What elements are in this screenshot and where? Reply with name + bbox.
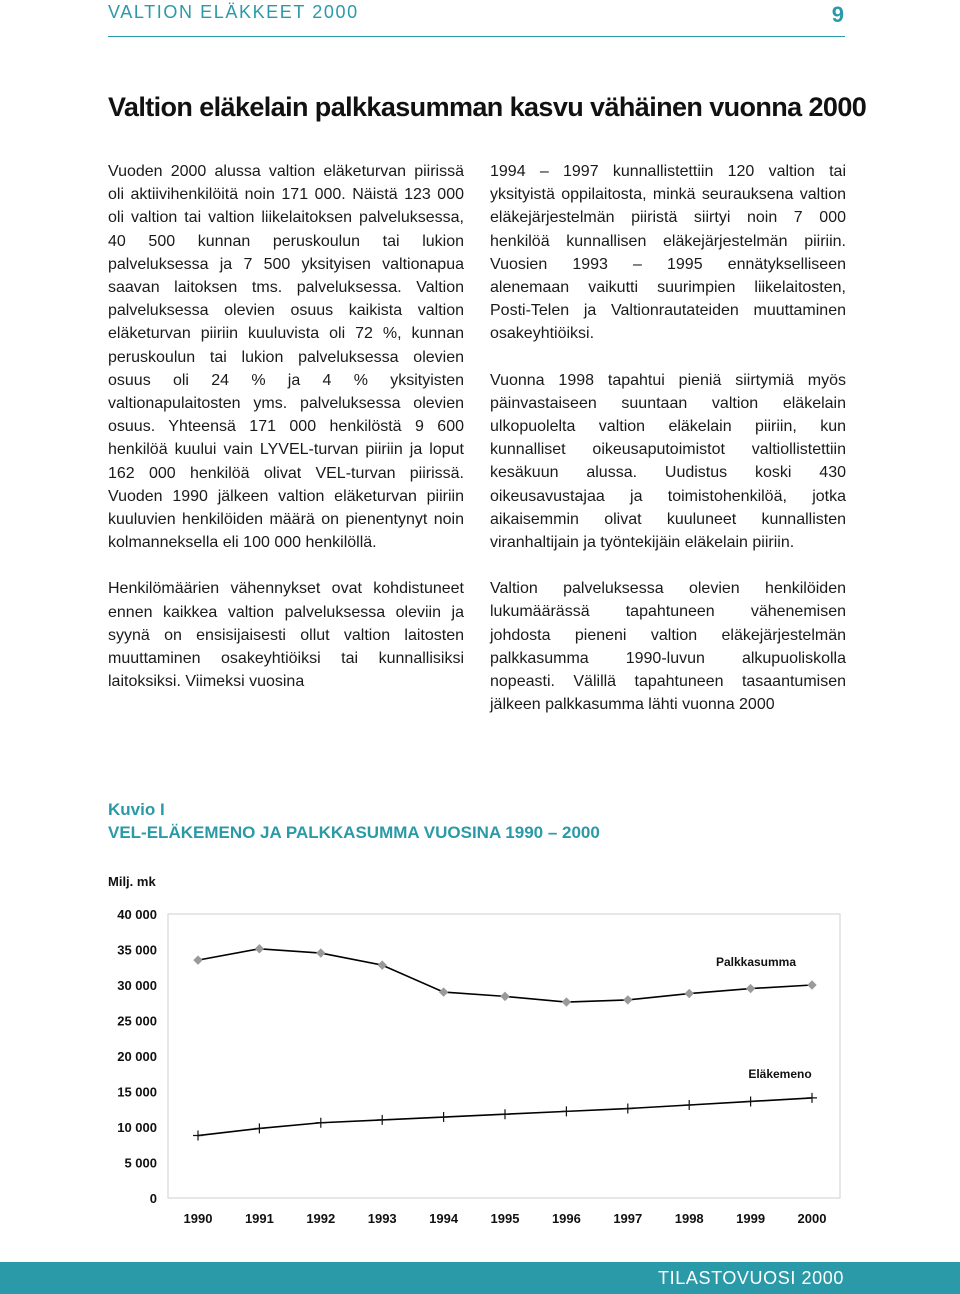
page-title: Valtion eläkelain palkkasumman kasvu vähäinen vuonna 2000 [108, 92, 867, 122]
x-tick-label: 1998 [674, 1211, 704, 1226]
data-point [808, 981, 816, 989]
figure-label: Kuvio I [108, 800, 165, 819]
x-tick-label: 1993 [367, 1211, 397, 1226]
data-point [316, 1118, 326, 1128]
data-point [685, 990, 693, 998]
data-point [193, 1131, 203, 1141]
series-label: Palkkasumma [715, 954, 797, 969]
data-point [377, 1115, 387, 1125]
line-chart [100, 862, 860, 1242]
data-point [561, 1106, 571, 1116]
y-tick-label: 10 000 [117, 1120, 157, 1135]
y-tick-label: 5 000 [124, 1155, 157, 1171]
chart [100, 862, 860, 1242]
page-number: 9 [831, 2, 844, 27]
data-point [807, 1093, 817, 1103]
header-rule [108, 36, 845, 37]
figure-title: VEL-ELÄKEMENO JA PALKKASUMMA VUOSINA 1990 – 2000 [108, 823, 600, 842]
x-tick-label: 1990 [183, 1211, 213, 1226]
paragraph: Valtion palveluksessa olevien henkilöiden lukumäärässä tapahtuneen vähenemisen johdosta pieneni valtion eläkejärjestelmän palkkasumma 1990-luvun alkupuoliskolla nopeasti. Välillä tapahtuneen tasaantumisen jälkeen palkkasumma lähti vuonna 2000 [490, 580, 846, 714]
x-tick-label: 2000 [797, 1211, 827, 1226]
y-tick-label: 25 000 [117, 1013, 157, 1029]
y-tick-label: 30 000 [117, 978, 157, 993]
data-point [623, 1104, 633, 1114]
y-axis-label: Milj. mk [108, 874, 156, 889]
article-right-column [490, 160, 846, 739]
header-title: VALTION ELÄKKEET 2000 [108, 2, 359, 22]
data-point [746, 1096, 756, 1106]
data-point [501, 992, 509, 1000]
footer-title: TILASTOVUOSI 2000 [658, 1268, 844, 1288]
data-point [440, 988, 448, 996]
y-tick-label: 20 000 [117, 1049, 157, 1064]
y-tick-label: 0 [149, 1191, 157, 1206]
data-point [194, 956, 202, 964]
x-tick-label: 1994 [429, 1211, 459, 1226]
data-point [254, 1123, 264, 1133]
y-tick-label: 40 000 [117, 907, 157, 922]
x-tick-label: 1997 [613, 1211, 643, 1226]
paragraph: 1994 – 1997 kunnallistettiin 120 valtion tai yksityistä oppilaitosta, minkä seurauksena valtion eläkejärjestelmän piiristä siirtyi noin 7 000 henkilöä kunnallisen eläkejärjestelmän piiriin. Vuosien 1993 – 1995 ennätykselliseen alenemaan vaikutti suurimpien liikelaitosten, Posti-Telen ja Valtionrautateiden muuttaminen osakeyhtiöiksi. [490, 163, 846, 343]
x-tick-label: 1996 [551, 1211, 581, 1226]
data-point [624, 996, 632, 1004]
data-point [684, 1100, 694, 1110]
y-tick-label: 15 000 [117, 1084, 157, 1100]
data-point [378, 961, 386, 969]
data-point [439, 1112, 449, 1122]
series-label: Eläkemeno [748, 1067, 812, 1082]
y-tick-label: 35 000 [117, 942, 157, 958]
article-left-column [108, 160, 464, 716]
data-point [255, 945, 263, 953]
data-point [317, 949, 325, 957]
x-tick-label: 1999 [736, 1211, 766, 1226]
x-tick-label: 1991 [244, 1211, 274, 1226]
x-tick-label: 1995 [490, 1211, 520, 1226]
paragraph: Vuonna 1998 tapahtui pieniä siirtymiä myös päinvastaiseen suuntaan valtion eläkelain ulkopuolelta valtion eläkelain piiriin, kun kunnalliset oikeusaputoimistot valtiollistettiin kesäkuun alussa. Uudistus koski 430 oikeusavustajaa ja toimistohenkilöä, jotka aikaisemmin olivat kuuluneet kunnallisten viranhaltijain ja työntekijäin eläkelain piiriin. [490, 371, 846, 552]
paragraph: Vuoden 2000 alussa valtion eläketurvan piirissä oli aktiivihenkilöitä noin 171 000. Näistä 123 000 oli valtion tai valtion liikelaitoksen palveluksessa, 40 500 kunnan peruskoulun tai lukion palveluksessa ja 7 500 yksityisen valtionapua saavan laitoksen tms. palveluksessa. Valtion palveluksessa olevien osuus kaikista valtion eläketurvan piiriin kuuluvista oli 72 %, kunnan peruskoulun tai lukion palveluksessa olevien osuus oli 24 % ja 4 % yksityisten valtionapulaitosten yms. palveluksessa olevien osuus. Yhteensä 171 000 henkilöstä 9 600 henkilöä kuului vain LYVEL-turvan piiriin ja loput 162 000 henkilöä olivat VEL-turvan piirissä. Vuoden 1990 jälkeen valtion eläketurvan piiriin kuuluvien henkilöiden määrä on pienentynyt noin kolmanneksella eli 100 000 henkilöllä. [108, 163, 464, 552]
data-point [562, 998, 570, 1006]
data-point [500, 1109, 510, 1119]
data-point [747, 985, 755, 993]
x-tick-label: 1992 [306, 1211, 336, 1226]
paragraph: Henkilömäärien vähennykset ovat kohdistuneet ennen kaikkea valtion palveluksessa oleviin ja syynä on ensisijaisesti ollut valtion laitosten muuttaminen osakeyhtiöiksi tai kunnallisiksi laitoksiksi. Viimeksi vuosina [108, 580, 464, 691]
